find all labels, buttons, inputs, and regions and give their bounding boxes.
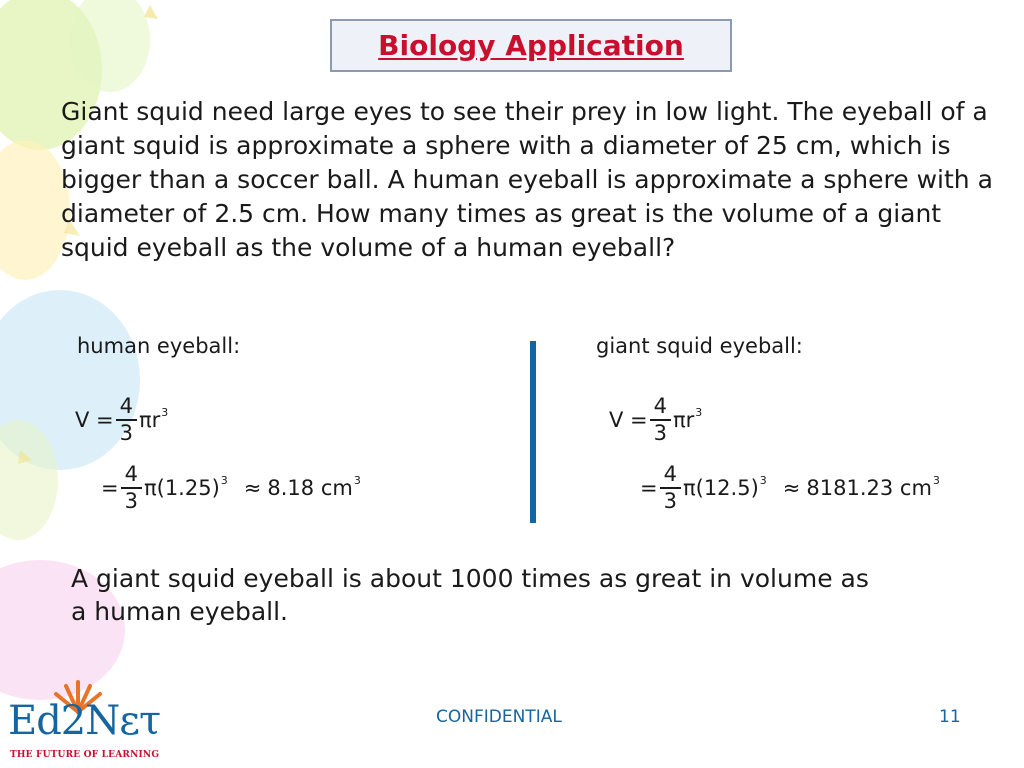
formula-variable: πr <box>673 408 695 433</box>
squid-volume-formula <box>609 395 702 445</box>
approx-symbol: ≈ <box>782 476 801 501</box>
fraction-numerator: 4 <box>116 395 137 421</box>
page-number: 11 <box>939 707 961 727</box>
calc-result: 8.18 cm <box>267 476 353 501</box>
ed2net-logo <box>8 676 168 764</box>
calc-exponent: 3 <box>220 473 228 487</box>
formula-exponent: 3 <box>161 405 169 419</box>
title-box <box>330 19 732 72</box>
fraction-denominator: 3 <box>124 489 138 514</box>
problem-statement: Giant squid need large eyes to see their prey in low light. The eyeball of a giant squid is approximate a sphere with a diameter of 25 cm, which is bigger than a soccer ball. A human eyeball is approximate a sphere with a diameter of 2.5 cm. How many times as great is the volume of a giant squid eyeball as the volume of a human eyeball? <box>61 97 993 262</box>
fraction-numerator: 4 <box>121 463 142 489</box>
fraction <box>116 395 137 445</box>
slide-title: Biology Application <box>378 29 684 62</box>
fraction <box>660 463 681 513</box>
fraction <box>121 463 142 513</box>
result-unit-exponent: 3 <box>932 473 940 487</box>
human-volume-formula <box>75 395 168 445</box>
formula-lhs: V = <box>75 408 114 433</box>
conclusion-text: A giant squid eyeball is about 1000 times as great in volume as a human eyeball. <box>71 564 869 626</box>
calc-exponent: 3 <box>759 473 767 487</box>
logo-tagline: THE FUTURE OF LEARNING <box>10 750 160 760</box>
human-eyeball-label: human eyeball: <box>77 334 241 358</box>
calc-expression: π(12.5) <box>682 476 759 501</box>
calc-equals: = <box>101 476 119 501</box>
approx-symbol: ≈ <box>243 476 262 501</box>
fraction-numerator: 4 <box>660 463 681 489</box>
squid-eyeball-label: giant squid eyeball: <box>596 334 803 358</box>
formula-exponent: 3 <box>695 405 703 419</box>
calc-expression: π(1.25) <box>143 476 220 501</box>
fraction-denominator: 3 <box>653 421 668 446</box>
calc-equals: = <box>640 476 658 501</box>
formula-lhs: V = <box>609 408 648 433</box>
human-volume-calculation <box>101 463 361 513</box>
logo-wordmark: Ed2Nετ <box>8 698 161 744</box>
fraction <box>650 395 671 445</box>
fraction-numerator: 4 <box>650 395 671 421</box>
squid-volume-calculation <box>640 463 940 513</box>
fraction-denominator: 3 <box>119 421 134 446</box>
confidential-label: CONFIDENTIAL <box>436 707 562 727</box>
calc-result: 8181.23 cm <box>806 476 932 501</box>
result-unit-exponent: 3 <box>353 473 361 487</box>
column-divider <box>530 341 536 523</box>
fraction-denominator: 3 <box>663 489 677 514</box>
formula-variable: πr <box>139 408 161 433</box>
